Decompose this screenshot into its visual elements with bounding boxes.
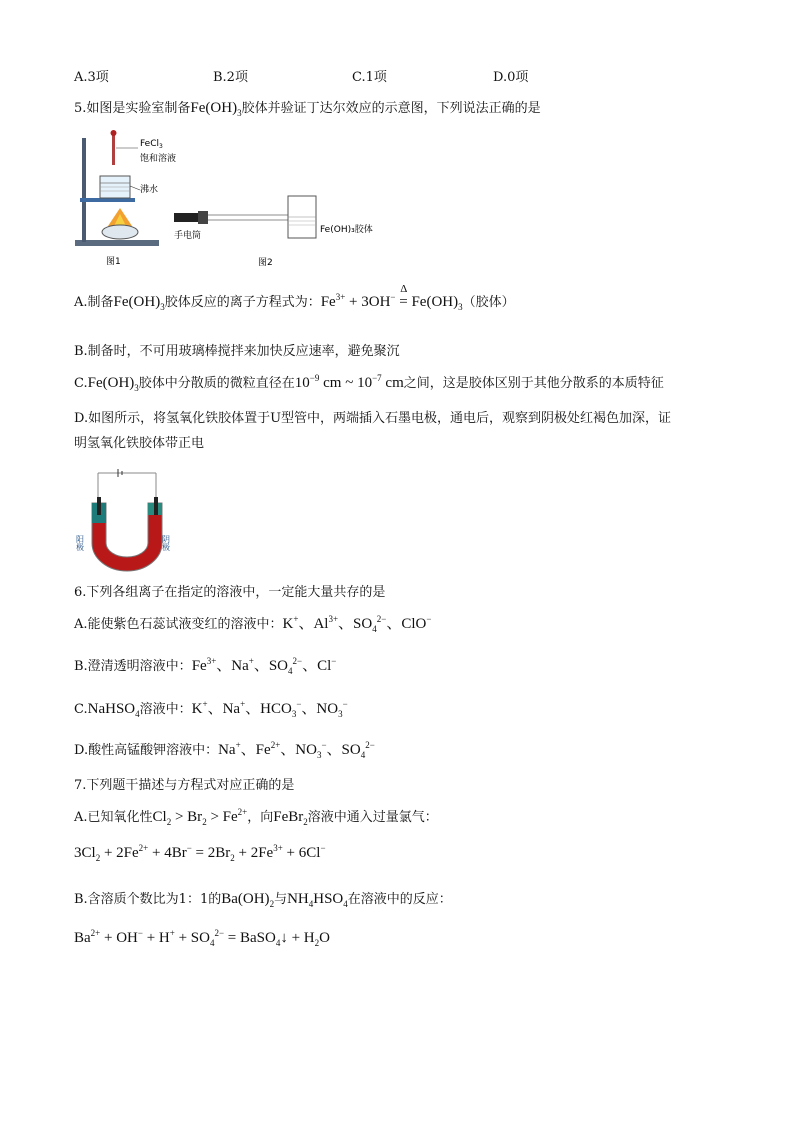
q6-c-mid: 溶液中： bbox=[139, 702, 192, 717]
q7-stem: 7.下列题干描述与方程式对应正确的是 bbox=[74, 778, 295, 793]
q7-a-post: 溶液中通入过量氯气： bbox=[307, 810, 438, 825]
q5-option-c bbox=[74, 372, 664, 392]
q7-a-mid: ，向 bbox=[247, 810, 274, 825]
ring-clamp bbox=[80, 198, 135, 202]
label-flashlight: 手电筒 bbox=[174, 231, 202, 241]
q6-c-pre: C. bbox=[74, 702, 88, 717]
q4-option-b: B.2项 bbox=[213, 70, 248, 85]
right-electrode bbox=[154, 497, 158, 515]
q7-option-a bbox=[74, 806, 438, 826]
figure-2-tyndall bbox=[170, 190, 400, 270]
q5-c-post: 之间，这是胶体区别于其他分散系的本质特征 bbox=[403, 376, 664, 391]
q7-b-mid: 与 bbox=[274, 892, 288, 907]
q5-stem bbox=[74, 97, 541, 117]
q6-d-pre: D.酸性高锰酸钾溶液中： bbox=[74, 743, 219, 758]
q6-option-b bbox=[74, 654, 336, 675]
q5-option-d-line2: 明氢氧化铁胶体带正电 bbox=[74, 436, 205, 451]
left-electrode bbox=[97, 497, 101, 515]
label-saturated-solution: 饱和溶液 bbox=[140, 154, 177, 164]
label-colloid: Fe(OH)₃胶体 bbox=[320, 225, 373, 235]
q5-c-range: $10^{-9}$ cm ~ $10^{-7}$ cm bbox=[294, 373, 404, 391]
label-anode: 阳极 bbox=[75, 535, 85, 551]
q5-stem-post: 胶体并验证丁达尔效应的示意图，下列说法正确的是 bbox=[241, 101, 541, 116]
q6-a-pre: A.能使紫色石蕊试液变红的溶液中： bbox=[74, 617, 283, 632]
flashlight bbox=[174, 213, 198, 222]
figure-1-caption: 图1 bbox=[106, 257, 121, 267]
q6-stem: 6.下列各组离子在指定的溶液中，一定能大量共存的是 bbox=[74, 585, 386, 600]
q5-stem-pre: 5.如图是实验室制备 bbox=[74, 101, 191, 116]
q6-d-ions: Na+、$Fe^{2+}$、$NO_3^-$、$SO_4^{2-}$ bbox=[218, 740, 375, 760]
q6-b-pre: B.澄清透明溶液中： bbox=[74, 659, 192, 674]
q5-formula: $Fe(OH)_3$ bbox=[190, 100, 242, 118]
q4-option-a: A.3项 bbox=[74, 70, 109, 85]
q6-c-ions: K+、Na+、$HCO_3^-$、$NO_3^-$ bbox=[191, 699, 348, 719]
dropper bbox=[112, 133, 115, 165]
q5-a-formula: $Fe(OH)_3$ bbox=[113, 294, 165, 312]
figure-2-caption: 图2 bbox=[258, 258, 273, 268]
q7-a-pre: A.已知氧化性 bbox=[74, 810, 153, 825]
q5-a-post: （胶体） bbox=[462, 295, 515, 310]
q6-option-a bbox=[74, 612, 431, 633]
q7-option-b bbox=[74, 888, 452, 908]
q5-c-formula: $Fe(OH)_3$ bbox=[87, 375, 139, 393]
q7-b-formula-2: $NH_4HSO_4$ bbox=[287, 891, 348, 909]
q5-a-equation: $Fe^{3+} + 3OH^-$ = Δ $Fe(OH)_3$ bbox=[320, 283, 463, 312]
q4-option-d: D.0项 bbox=[493, 70, 529, 85]
label-fecl3: FeCl$_3$ bbox=[140, 139, 163, 150]
q7-b-post: 在溶液中的反应： bbox=[347, 892, 452, 907]
q7-a-oxidation-order: $Cl_2 > Br_2 > Fe^{2+}$ bbox=[152, 807, 248, 827]
q7-a-equation: $3Cl_2 + 2Fe^{2+} + 4Br^- = 2Br_2 + 2Fe^{3+} + 6Cl^-$ bbox=[74, 843, 326, 863]
label-boiling-water: 沸水 bbox=[140, 185, 159, 195]
q7-a-formula: FeBr$_2$ bbox=[273, 809, 308, 827]
q6-option-d bbox=[74, 738, 375, 759]
q7-b-pre: B.含溶质个数比为1：1的 bbox=[74, 892, 222, 907]
q6-a-ions: K+、$Al^{3+}$、$SO_4^{2-}$、ClO− bbox=[282, 614, 432, 634]
q5-c-pre: C. bbox=[74, 376, 88, 391]
stand-base bbox=[75, 240, 159, 246]
q6-option-c bbox=[74, 697, 348, 718]
q6-c-formula: NaHSO$_4$ bbox=[87, 701, 140, 719]
q5-a-pre: A.制备 bbox=[74, 295, 114, 310]
q5-c-mid: 胶体中分散质的微粒直径在 bbox=[138, 376, 295, 391]
q6-b-ions: $Fe^{3+}$、Na+、$SO_4^{2-}$、Cl− bbox=[191, 656, 337, 676]
alcohol-lamp bbox=[102, 225, 138, 239]
q5-option-b: B.制备时，不可用玻璃棒搅拌来加快反应速率，避免聚沉 bbox=[74, 344, 400, 359]
q5-a-mid: 胶体反应的离子方程式为： bbox=[164, 295, 321, 310]
q7-b-formula-1: $Ba(OH)_2$ bbox=[221, 891, 275, 909]
q5-option-a bbox=[74, 283, 515, 312]
u-tube-electrophoresis bbox=[75, 463, 178, 575]
q5-option-d-line1: D.如图所示，将氢氧化铁胶体置于U型管中，两端插入石墨电极，通电后，观察到阴极处红褐色加深，证 bbox=[74, 411, 672, 426]
q7-b-equation: $Ba^{2+} + OH^- + H^+ + SO_4^{2-}$ = BaSO$_4$↓ + $H_2O$ bbox=[74, 928, 330, 948]
q4-option-c: C.1项 bbox=[352, 70, 387, 85]
stand-rod bbox=[82, 138, 86, 242]
label-cathode: 阴极 bbox=[161, 535, 171, 551]
